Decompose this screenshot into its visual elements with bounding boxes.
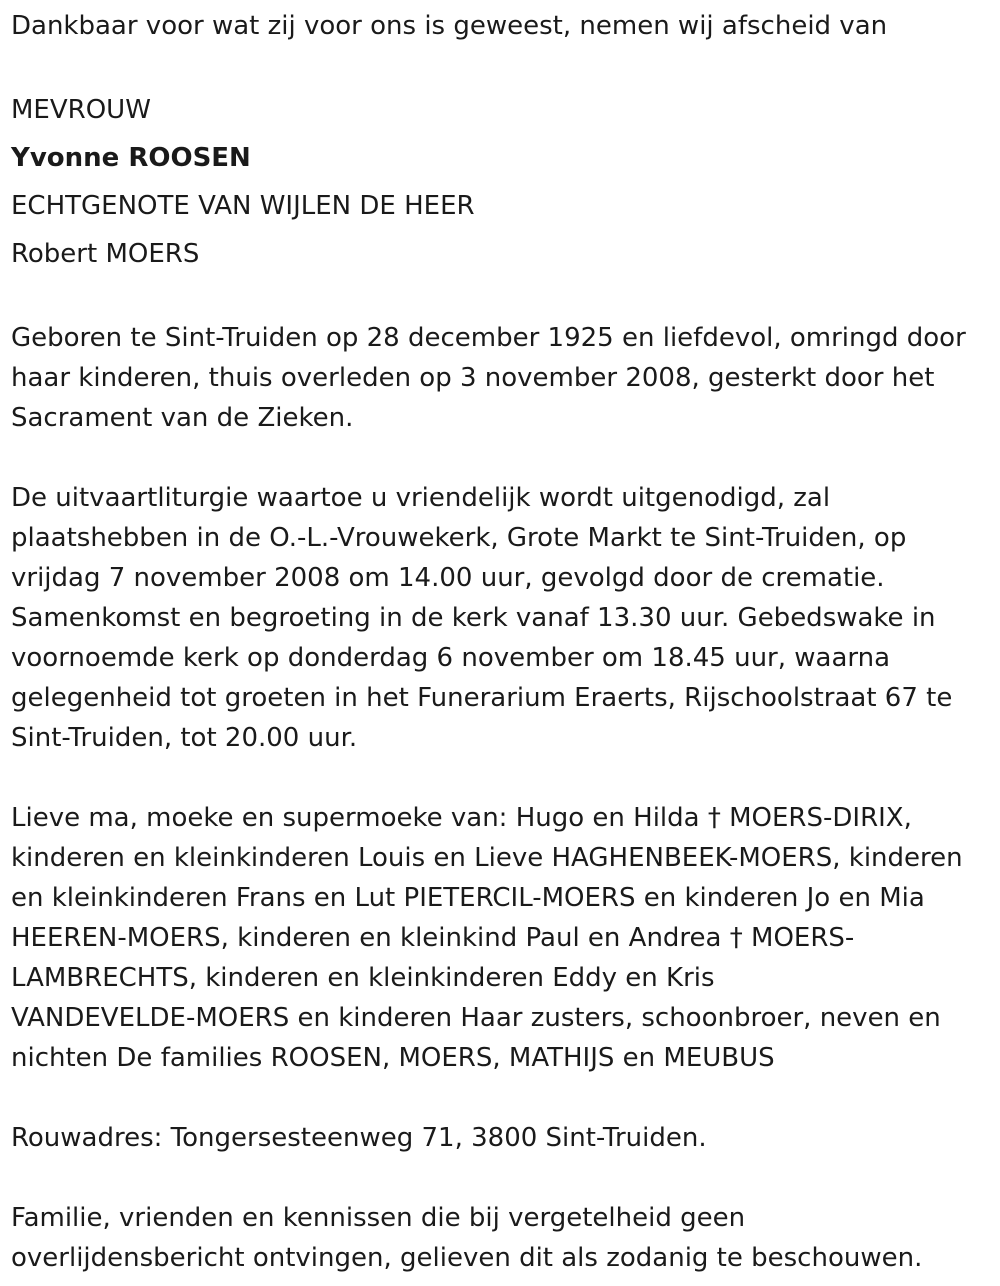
funeral-line: plaatshebben in de O.-L.-Vrouwekerk, Grote Markt te Sint-Truiden, op [11,523,907,553]
birth-line: haar kinderen, thuis overleden op 3 november 2008, gesterkt door het [11,363,935,393]
birth-paragraph [11,318,996,438]
title-prefix: MEVROUW [11,95,151,125]
funeral-line: voornoemde kerk op donderdag 6 november om 18.45 uur, waarna [11,643,891,673]
family-line: HEEREN-MOERS, kinderen en kleinkind Paul en Andrea † MOERS- [11,923,855,953]
spacer [11,758,1000,798]
mourning-address: Rouwadres: Tongersesteenweg 71, 3800 Sint-Truiden. [11,1123,707,1153]
family-line: kinderen en kleinkinderen Louis en Lieve HAGHENBEEK-MOERS, kinderen [11,843,963,873]
spacer [11,1158,1000,1198]
birth-line: Sacrament van de Zieken. [11,403,354,433]
closing-paragraph [11,1198,996,1278]
family-line: VANDEVELDE-MOERS en kinderen Haar zusters, schoonbroer, neven en [11,1003,941,1033]
funeral-line: De uitvaartliturgie waartoe u vriendelijk wordt uitgenodigd, zal [11,483,831,513]
spacer [11,438,1000,478]
spacer [11,46,1000,86]
funeral-line: Samenkomst en begroeting in de kerk vanaf 13.30 uur. Gebedswake in [11,603,936,633]
family-paragraph [11,798,996,1078]
spouse-name: Robert MOERS [11,239,200,269]
funeral-line: Sint-Truiden, tot 20.00 uur. [11,723,358,753]
spacer [11,1078,1000,1118]
deceased-name: Yvonne ROOSEN [11,143,251,173]
birth-line: Geboren te Sint-Truiden op 28 december 1925 en liefdevol, omringd door [11,323,966,353]
family-line: Lieve ma, moeke en supermoeke van: Hugo en Hilda † MOERS-DIRIX, [11,803,912,833]
spacer [11,278,1000,318]
spouse-label: ECHTGENOTE VAN WIJLEN DE HEER [11,191,475,221]
funeral-line: gelegenheid tot groeten in het Funerarium Eraerts, Rijschoolstraat 67 te [11,683,953,713]
closing-line: overlijdensbericht ontvingen, gelieven dit als zodanig te beschouwen. [11,1243,923,1273]
family-line: LAMBRECHTS, kinderen en kleinkinderen Eddy en Kris [11,963,715,993]
funeral-line: vrijdag 7 november 2008 om 14.00 uur, gevolgd door de crematie. [11,563,885,593]
intro-text: Dankbaar voor wat zij voor ons is geweest, nemen wij afscheid van [11,11,888,41]
funeral-paragraph [11,478,996,758]
family-line: en kleinkinderen Frans en Lut PIETERCIL-MOERS en kinderen Jo en Mia [11,883,925,913]
family-line: nichten De families ROOSEN, MOERS, MATHIJS en MEUBUS [11,1043,775,1073]
closing-line: Familie, vrienden en kennissen die bij vergetelheid geen [11,1203,746,1233]
